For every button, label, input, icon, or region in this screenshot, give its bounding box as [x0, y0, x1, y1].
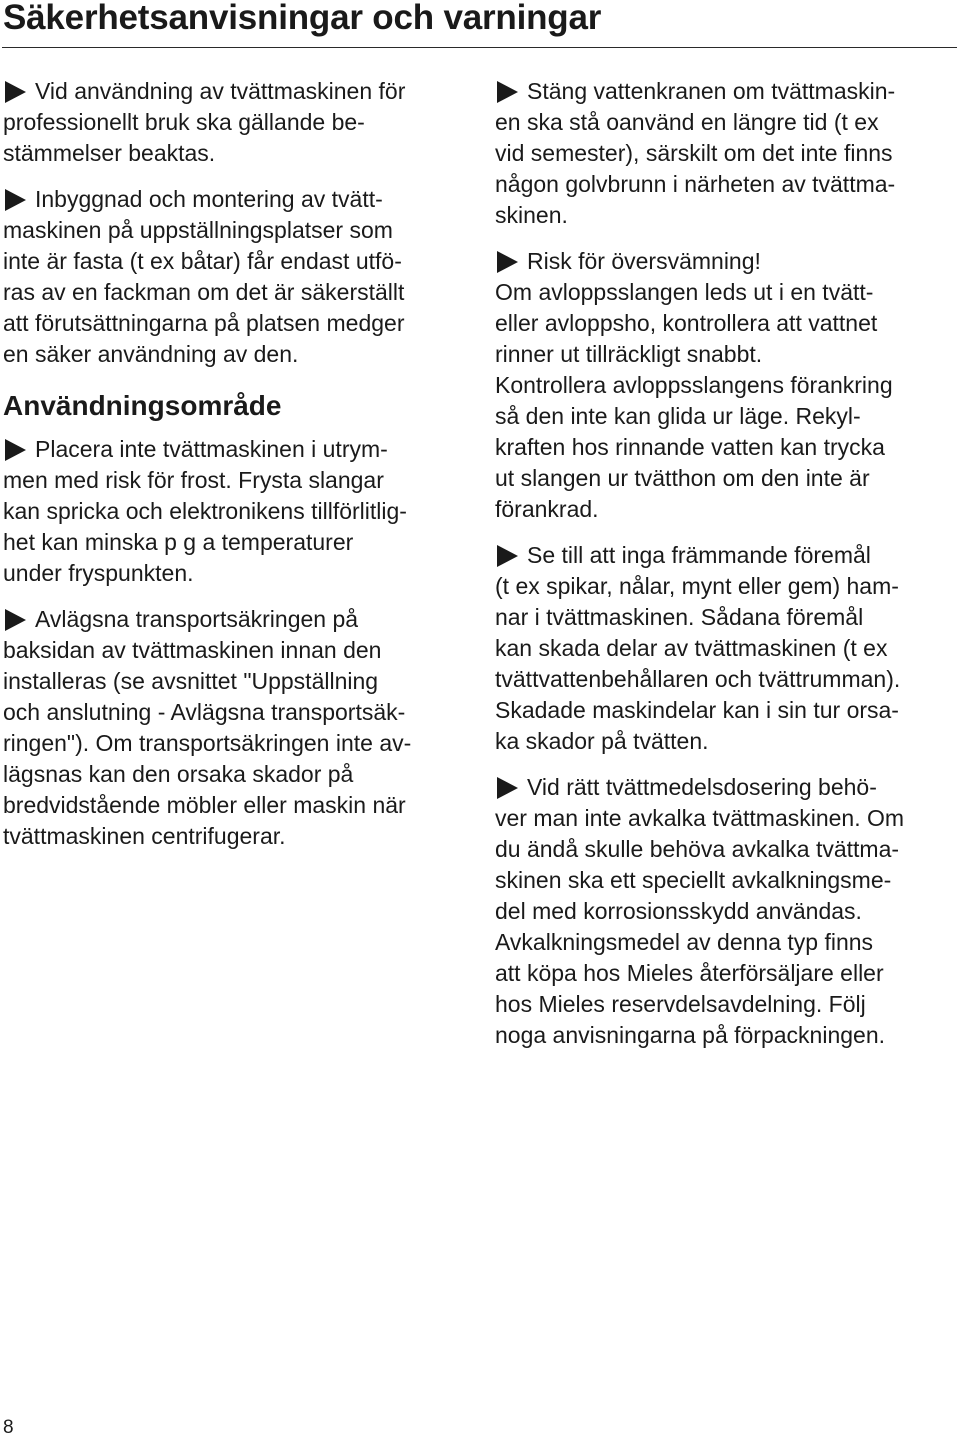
instruction-paragraph: [495, 76, 957, 231]
instruction-paragraph: [495, 772, 957, 1051]
left-column: [3, 76, 473, 867]
instruction-paragraph: [3, 604, 473, 852]
line-text: Inbyggnad och montering av tvätt-: [35, 186, 383, 212]
paragraph-line: [3, 107, 473, 138]
paragraph-line: [3, 308, 473, 339]
paragraph-line: [3, 465, 473, 496]
title-divider: [2, 47, 957, 48]
paragraph-line: [3, 759, 473, 790]
arrow-bullet-icon: [5, 189, 26, 211]
line-text: ut slangen ur tvätthon om den inte är: [495, 465, 870, 491]
paragraph-line: [495, 432, 957, 463]
paragraph-line: [495, 339, 957, 370]
line-text: ringen"). Om transportsäkringen inte av-: [3, 730, 412, 756]
arrow-bullet-icon: [497, 777, 518, 799]
paragraph-line: [495, 370, 957, 401]
left-paragraphs: [3, 76, 473, 370]
line-text: och anslutning - Avlägsna transportsäk-: [3, 699, 406, 725]
paragraph-line: [495, 989, 957, 1020]
paragraph-line: [495, 277, 957, 308]
line-text: installeras (se avsnittet "Uppställning: [3, 668, 379, 694]
line-text: Risk för översvämning!: [527, 248, 761, 274]
line-text: under fryspunkten.: [3, 560, 194, 586]
line-text: eller avloppsho, kontrollera att vattnet: [495, 310, 878, 336]
line-text: del med korrosionsskydd användas.: [495, 898, 862, 924]
line-text: Om avloppsslangen leds ut i en tvätt-: [495, 279, 874, 305]
line-text: någon golvbrunn i närheten av tvättma-: [495, 171, 896, 197]
paragraph-line: [3, 790, 473, 821]
line-text: professionellt bruk ska gällande be-: [3, 109, 365, 135]
arrow-bullet-icon: [497, 81, 518, 103]
instruction-paragraph: [3, 184, 473, 370]
line-text: kraften hos rinnande vatten kan trycka: [495, 434, 885, 460]
line-text: Avlägsna transportsäkringen på: [35, 606, 359, 632]
right-column: [495, 76, 957, 1066]
line-text: vid semester), särskilt om det inte finns: [495, 140, 893, 166]
line-text: stämmelser beaktas.: [3, 140, 216, 166]
page-number: 8: [3, 1417, 14, 1438]
line-text: Skadade maskindelar kan i sin tur orsa-: [495, 697, 899, 723]
paragraph-line: [3, 339, 473, 370]
paragraph-line: [495, 803, 957, 834]
line-text: Vid användning av tvättmaskinen för: [35, 78, 406, 104]
line-text: noga anvisningarna på förpackningen.: [495, 1022, 886, 1048]
paragraph-line: [495, 571, 957, 602]
paragraph-line: [495, 865, 957, 896]
paragraph-line: [495, 695, 957, 726]
instruction-paragraph: [495, 540, 957, 757]
paragraph-line: [3, 246, 473, 277]
paragraph-line: [495, 1020, 957, 1051]
paragraph-line: [495, 664, 957, 695]
line-text: en säker användning av den.: [3, 341, 299, 367]
paragraph-line: [3, 635, 473, 666]
paragraph-line: [3, 527, 473, 558]
paragraph-line: [3, 666, 473, 697]
paragraph-line: [3, 277, 473, 308]
section-paragraphs: [3, 434, 473, 852]
line-text: nar i tvättmaskinen. Sådana föremål: [495, 604, 864, 630]
line-text: att köpa hos Mieles återförsäljare eller: [495, 960, 884, 986]
paragraph-line: [495, 896, 957, 927]
line-text: skinen ska ett speciellt avkalkningsme-: [495, 867, 892, 893]
line-text: kan skada delar av tvättmaskinen (t ex: [495, 635, 888, 661]
line-text: att förutsättningarna på platsen medger: [3, 310, 405, 336]
line-text: Avkalkningsmedel av denna typ finns: [495, 929, 874, 955]
paragraph-line: [495, 540, 957, 571]
line-text: tvättvattenbehållaren och tvättrumman).: [495, 666, 901, 692]
paragraph-line: [495, 200, 957, 231]
arrow-bullet-icon: [497, 545, 518, 567]
line-text: ver man inte avkalka tvättmaskinen. Om: [495, 805, 905, 831]
right-paragraphs: [495, 76, 957, 1051]
line-text: ras av en fackman om det är säkerställt: [3, 279, 405, 305]
line-text: (t ex spikar, nålar, mynt eller gem) ham-: [495, 573, 899, 599]
instruction-paragraph: [3, 76, 473, 169]
section-heading: Användningsområde: [3, 390, 282, 421]
paragraph-line: [3, 604, 473, 635]
line-text: Placera inte tvättmaskinen i utrym-: [35, 436, 388, 462]
line-text: het kan minska p g a temperaturer: [3, 529, 354, 555]
line-text: så den inte kan glida ur läge. Rekyl-: [495, 403, 861, 429]
instruction-paragraph: [3, 434, 473, 589]
line-text: ka skador på tvätten.: [495, 728, 709, 754]
paragraph-line: [495, 308, 957, 339]
paragraph-line: [495, 834, 957, 865]
line-text: förankrad.: [495, 496, 599, 522]
line-text: Stäng vattenkranen om tvättmaskin-: [527, 78, 896, 104]
instruction-paragraph: [495, 246, 957, 525]
paragraph-line: [495, 602, 957, 633]
paragraph-line: [495, 927, 957, 958]
line-text: bredvidstående möbler eller maskin när: [3, 792, 406, 818]
arrow-bullet-icon: [5, 439, 26, 461]
line-text: inte är fasta (t ex båtar) får endast utfö-: [3, 248, 402, 274]
line-text: Kontrollera avloppsslangens förankring: [495, 372, 893, 398]
arrow-bullet-icon: [5, 609, 26, 631]
line-text: maskinen på uppställningsplatser som: [3, 217, 393, 243]
paragraph-line: [495, 633, 957, 664]
paragraph-line: [495, 772, 957, 803]
paragraph-line: [3, 728, 473, 759]
line-text: men med risk för frost. Frysta slangar: [3, 467, 384, 493]
paragraph-line: [495, 138, 957, 169]
paragraph-line: [495, 76, 957, 107]
paragraph-line: [495, 169, 957, 200]
line-text: lägsnas kan den orsaka skador på: [3, 761, 354, 787]
paragraph-line: [495, 401, 957, 432]
paragraph-line: [3, 215, 473, 246]
line-text: skinen.: [495, 202, 568, 228]
paragraph-line: [495, 463, 957, 494]
line-text: hos Mieles reservdelsavdelning. Följ: [495, 991, 866, 1017]
line-text: tvättmaskinen centrifugerar.: [3, 823, 286, 849]
paragraph-line: [3, 697, 473, 728]
line-text: du ändå skulle behöva avkalka tvättma-: [495, 836, 900, 862]
paragraph-line: [3, 496, 473, 527]
page-title: Säkerhetsanvisningar och varningar: [3, 0, 602, 37]
line-text: baksidan av tvättmaskinen innan den: [3, 637, 382, 663]
paragraph-line: [3, 434, 473, 465]
line-text: Vid rätt tvättmedelsdosering behö-: [527, 774, 877, 800]
line-text: en ska stå oanvänd en längre tid (t ex: [495, 109, 879, 135]
paragraph-line: [495, 246, 957, 277]
paragraph-line: [3, 558, 473, 589]
paragraph-line: [495, 107, 957, 138]
paragraph-line: [495, 958, 957, 989]
paragraph-line: [495, 494, 957, 525]
paragraph-line: [3, 821, 473, 852]
paragraph-line: [3, 76, 473, 107]
line-text: kan spricka och elektronikens tillförlitlig-: [3, 498, 407, 524]
paragraph-line: [495, 726, 957, 757]
line-text: Se till att inga främmande föremål: [527, 542, 871, 568]
arrow-bullet-icon: [497, 251, 518, 273]
paragraph-line: [3, 184, 473, 215]
arrow-bullet-icon: [5, 81, 26, 103]
paragraph-line: [3, 138, 473, 169]
line-text: rinner ut tillräckligt snabbt.: [495, 341, 763, 367]
